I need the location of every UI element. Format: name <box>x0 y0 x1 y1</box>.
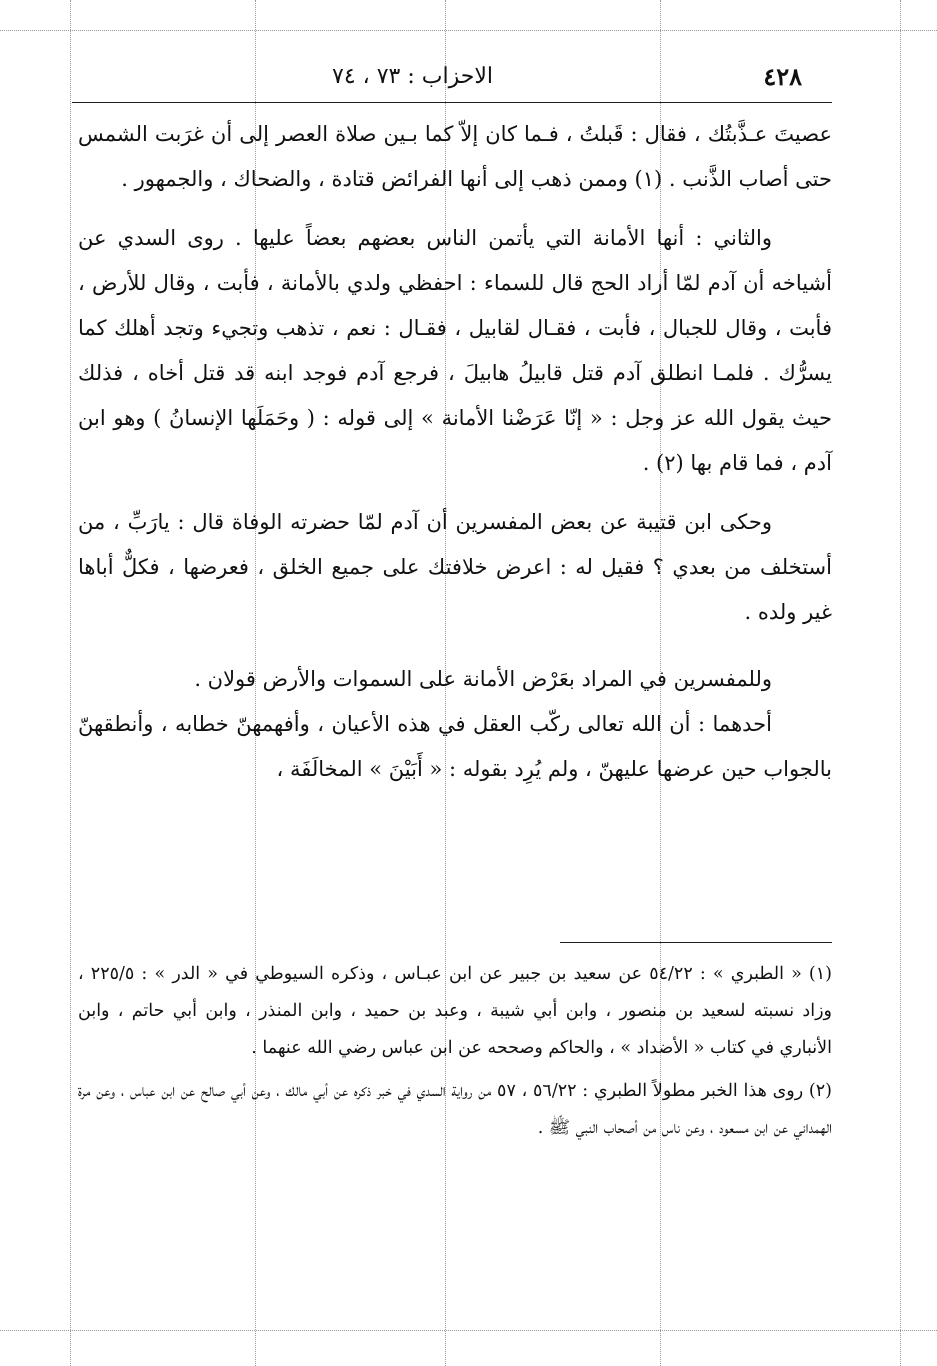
page-header <box>72 56 832 96</box>
paragraph: والثاني : أنها الأمانة التي يأتمن الناس بعضهم بعضاً عليها . روى السدي عن أشياخه أن آدم لمّا أراد الحج قال للسماء : احفظي ولدي بالأمانة ، فأبت ، وقال للأرض ، فأبت ، وقال للجبال ، فأبت ، فقـال لقابيل ، فقـال : نعم ، تذهب وتجيء وتجد أهلك كما يسرُّك . فلمـا انطلق آدم قتل قابيلُ هابيلَ ، فرجع آدم فوجد ابنه قد قتل أخاه ، فذلك حيث يقول الله عز وجل : « إنّا عَرَضْنا الأمانة » إلى قوله : ( وحَمَلَها الإنسانُ ) وهو ابن آدم ، فما قام بها (٢) . <box>78 226 832 475</box>
page-number: ٤٢٨ <box>763 61 802 91</box>
footnote: (١) « الطبري » : ٥٤/٢٢ عن سعيد بن جبير عن ابن عبـاس ، وذكره السيوطي في « الدر » : ٢٢٥/٥ ، وزاد نسبته لسعيد بن منصور ، وابن أبي شيبة ، وعبد بن حميد ، وابن المنذر ، وابن أبي حاتم ، وابن الأنباري في كتاب « الأضداد » ، والحاكم وصححه عن ابن عباس رضي الله عنهما . <box>78 964 832 1058</box>
footnote-rule <box>560 942 832 943</box>
footnotes <box>78 956 832 1147</box>
paragraph: عصيتَ عـذَّبتُك ، فقال : قَبلتُ ، فـما كان إلاّ كما بـين صلاة العصر إلى أن غرَبت الشمس حتى أصاب الذَّنب . (١) وممن ذهب إلى أنها الفرائض قتادة ، والضحاك ، والجمهور . <box>78 122 832 191</box>
footnote: (٢) روى هذا الخبر مطولاً الطبري : ٥٦/٢٢ ، ٥٧ من رواية السدي في خبر ذكره عن أبي مالك ، وعن أبي صالح عن ابن عباس ، وعن مرة الهمداني عن ابن مسعود ، وعن ناس من أصحاب النبي ﷺ . <box>78 1081 832 1138</box>
paragraph: وللمفسرين في المراد بعَرْض الأمانة على السموات والأرض قولان . <box>194 667 772 691</box>
running-title: الاحزاب : ٧٣ ، ٧٤ <box>332 63 493 89</box>
header-rule <box>72 102 832 103</box>
paragraph: أحدهما : أن الله تعالى ركّب العقل في هذه الأعيان ، وأفهمهنّ خطابه ، وأنطقهنّ بالجواب حين عرضها عليهنّ ، ولم يُرِد بقوله : « أَبَيْنَ » المخالَفَة ، <box>78 712 832 781</box>
main-text <box>78 112 832 792</box>
paragraph: وحكى ابن قتيبة عن بعض المفسرين أن آدم لمّا حضرته الوفاة قال : يارَبِّ ، من أستخلف من بعدي ؟ فقيل له : اعرض خلافتك على جميع الخلق ، فعرضها ، فكلٌّ أباها غير ولده . <box>78 510 832 624</box>
